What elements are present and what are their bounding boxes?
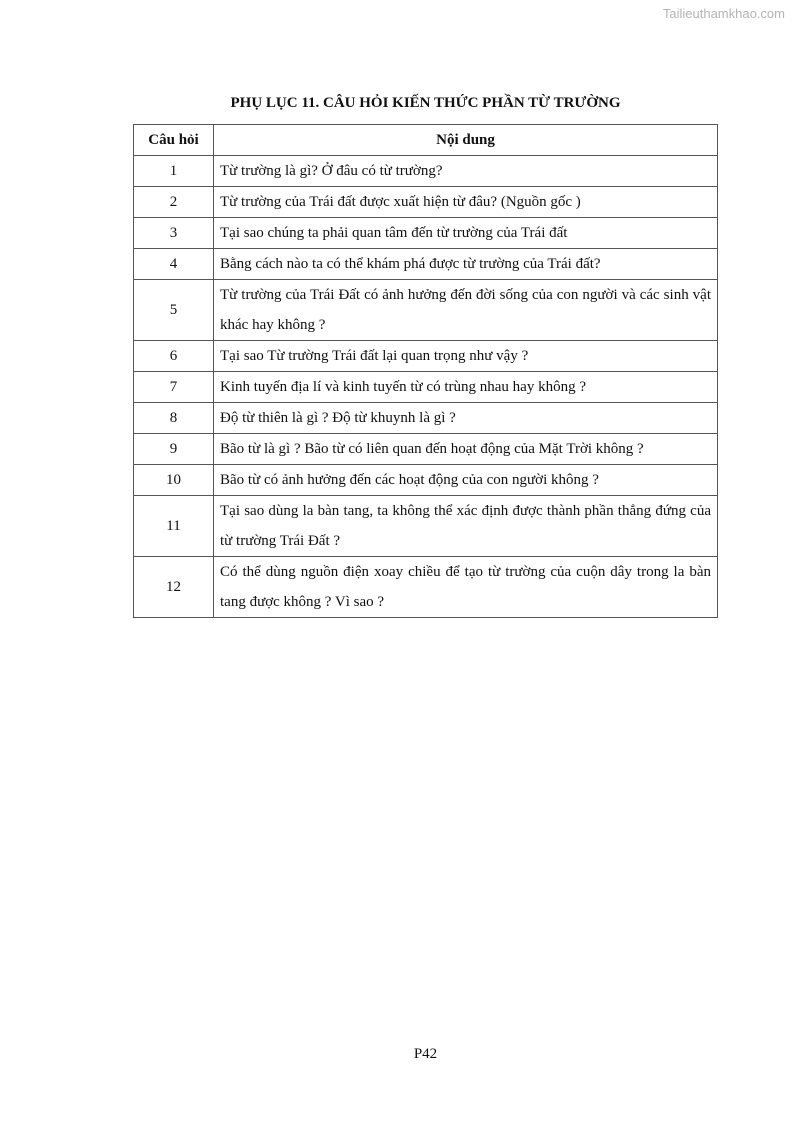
question-text: Bằng cách nào ta có thể khám phá được từ trường của Trái đất?	[214, 249, 718, 280]
question-text: Tại sao dùng la bàn tang, ta không thể xác định được thành phần thẳng đứng của từ trường Trái Đất ?	[214, 496, 718, 557]
question-text: Tại sao chúng ta phải quan tâm đến từ trường của Trái đất	[214, 218, 718, 249]
question-text: Bão từ có ảnh hưởng đến các hoạt động của con người không ?	[214, 465, 718, 496]
table-row	[134, 372, 718, 403]
table-row	[134, 280, 718, 341]
table-row	[134, 465, 718, 496]
column-header-question: Câu hỏi	[134, 125, 214, 156]
question-text: Từ trường của Trái Đất có ảnh hưởng đến đời sống của con người và các sinh vật khác hay không ?	[214, 280, 718, 341]
question-number: 6	[134, 341, 214, 372]
table-row	[134, 434, 718, 465]
question-number: 8	[134, 403, 214, 434]
question-number: 2	[134, 187, 214, 218]
table-row	[134, 156, 718, 187]
page-number: P42	[413, 1046, 438, 1062]
question-text: Từ trường của Trái đất được xuất hiện từ đâu? (Nguồn gốc )	[214, 187, 718, 218]
watermark: Tailieuthamkhao.com	[662, 6, 785, 21]
question-number: 3	[134, 218, 214, 249]
table-row	[134, 218, 718, 249]
questions-table	[133, 124, 718, 618]
table-row	[134, 496, 718, 557]
table-row	[134, 341, 718, 372]
table-row	[134, 403, 718, 434]
page-title: PHỤ LỤC 11. CÂU HỎI KIẾN THỨC PHẦN TỪ TRƯỜNG	[230, 95, 621, 111]
question-text: Có thể dùng nguồn điện xoay chiều để tạo từ trường của cuộn dây trong la bàn tang được không ? Vì sao ?	[214, 557, 718, 618]
question-text: Bão từ là gì ? Bão từ có liên quan đến hoạt động của Mặt Trời không ?	[214, 434, 718, 465]
question-number: 10	[134, 465, 214, 496]
question-text: Từ trường là gì? Ở đâu có từ trường?	[214, 156, 718, 187]
table-row	[134, 187, 718, 218]
question-number: 7	[134, 372, 214, 403]
question-number: 9	[134, 434, 214, 465]
question-number: 1	[134, 156, 214, 187]
column-header-content: Nội dung	[214, 125, 718, 156]
question-text: Kinh tuyến địa lí và kinh tuyến từ có trùng nhau hay không ?	[214, 372, 718, 403]
table-header-row	[134, 125, 718, 156]
question-number: 12	[134, 557, 214, 618]
question-number: 4	[134, 249, 214, 280]
question-number: 5	[134, 280, 214, 341]
table-row	[134, 557, 718, 618]
table-row	[134, 249, 718, 280]
question-text: Độ từ thiên là gì ? Độ từ khuynh là gì ?	[214, 403, 718, 434]
question-text: Tại sao Từ trường Trái đất lại quan trọng như vậy ?	[214, 341, 718, 372]
question-number: 11	[134, 496, 214, 557]
